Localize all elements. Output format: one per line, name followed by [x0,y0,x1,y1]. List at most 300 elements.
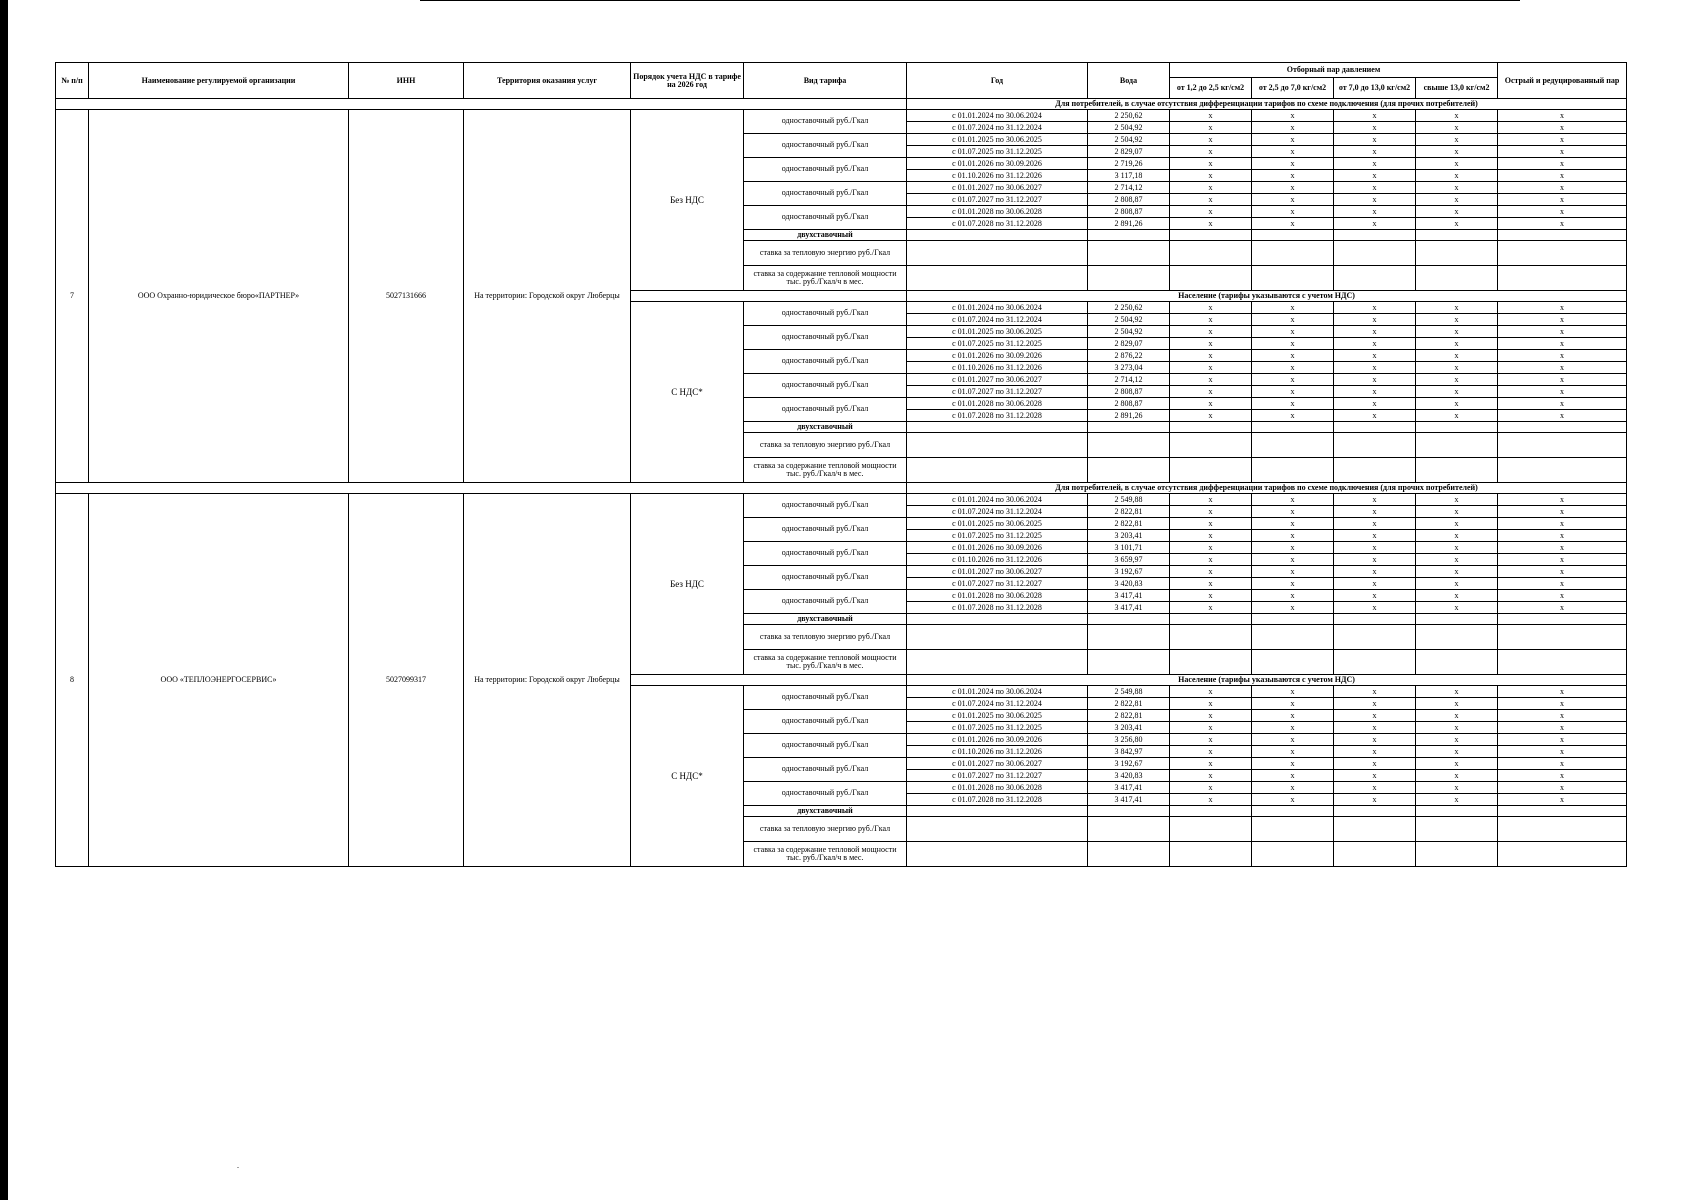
empty-cell [1088,433,1170,458]
water-value: 2 250,62 [1088,110,1170,122]
empty-cell [1498,422,1627,433]
na-mark: x [1334,518,1416,530]
period: с 01.01.2024 по 30.06.2024 [907,302,1088,314]
period: с 01.07.2024 по 31.12.2024 [907,506,1088,518]
header-water: Вода [1088,63,1170,99]
na-mark: x [1498,206,1627,218]
na-mark: x [1416,770,1498,782]
na-mark: x [1498,782,1627,794]
na-mark: x [1252,746,1334,758]
period: с 01.07.2024 по 31.12.2024 [907,122,1088,134]
water-value: 3 117,18 [1088,170,1170,182]
na-mark: x [1252,770,1334,782]
empty-cell [907,614,1088,625]
period: с 01.01.2026 по 30.09.2026 [907,734,1088,746]
na-mark: x [1416,794,1498,806]
na-mark: x [1334,686,1416,698]
period: с 01.07.2024 по 31.12.2024 [907,698,1088,710]
na-mark: x [1498,410,1627,422]
period: с 01.01.2024 по 30.06.2024 [907,110,1088,122]
na-mark: x [1252,182,1334,194]
caption-spacer [631,675,907,686]
na-mark: x [1416,194,1498,206]
na-mark: x [1334,182,1416,194]
na-mark: x [1170,374,1252,386]
empty-cell [1170,458,1252,483]
na-mark: x [1416,134,1498,146]
table-row [56,494,1627,506]
water-value: 3 192,67 [1088,566,1170,578]
na-mark: x [1498,602,1627,614]
empty-cell [907,230,1088,241]
header-territory: Территория оказания услуг [464,63,631,99]
water-value: 3 842,97 [1088,746,1170,758]
na-mark: x [1252,554,1334,566]
empty-cell [1498,230,1627,241]
period: с 01.01.2027 по 30.06.2027 [907,566,1088,578]
na-mark: x [1252,578,1334,590]
na-mark: x [1416,146,1498,158]
header-sharp-steam: Острый и редуцированный пар [1498,63,1627,99]
na-mark: x [1498,362,1627,374]
table-row [56,110,1627,122]
header-vat-order: Порядок учета НДС в тарифе на 2026 год [631,63,744,99]
na-mark: x [1334,782,1416,794]
empty-cell [1088,422,1170,433]
na-mark: x [1170,158,1252,170]
empty-cell [1498,650,1627,675]
na-mark: x [1416,722,1498,734]
na-mark: x [1498,194,1627,206]
empty-cell [1170,433,1252,458]
tariff-energy-rate: ставка за тепловую энергию руб./Гкал [744,625,907,650]
na-mark: x [1416,554,1498,566]
na-mark: x [1170,362,1252,374]
period: с 01.07.2025 по 31.12.2025 [907,338,1088,350]
na-mark: x [1252,398,1334,410]
period: с 01.01.2027 по 30.06.2027 [907,374,1088,386]
empty-cell [1416,458,1498,483]
empty-cell [1334,614,1416,625]
period: с 01.01.2025 по 30.06.2025 [907,134,1088,146]
na-mark: x [1170,734,1252,746]
period: с 01.10.2026 по 31.12.2026 [907,170,1088,182]
na-mark: x [1498,518,1627,530]
na-mark: x [1170,194,1252,206]
water-value: 2 714,12 [1088,182,1170,194]
empty-cell [907,650,1088,675]
period: с 01.01.2028 по 30.06.2028 [907,590,1088,602]
empty-cell [1088,806,1170,817]
period: с 01.01.2025 по 30.06.2025 [907,518,1088,530]
na-mark: x [1334,218,1416,230]
na-mark: x [1170,218,1252,230]
na-mark: x [1498,158,1627,170]
na-mark: x [1334,110,1416,122]
na-mark: x [1416,206,1498,218]
na-mark: x [1498,386,1627,398]
empty-cell [907,458,1088,483]
empty-cell [1334,806,1416,817]
na-mark: x [1334,410,1416,422]
na-mark: x [1334,170,1416,182]
na-mark: x [1498,398,1627,410]
na-mark: x [1334,206,1416,218]
empty-cell [1416,650,1498,675]
empty-cell [1252,842,1334,867]
na-mark: x [1416,710,1498,722]
empty-cell [1252,422,1334,433]
na-mark: x [1170,386,1252,398]
water-value: 3 417,41 [1088,782,1170,794]
water-value: 2 504,92 [1088,314,1170,326]
empty-cell [1498,625,1627,650]
na-mark: x [1252,134,1334,146]
tariff-capacity-rate: ставка за содержание тепловой мощности тыс. руб./Гкал/ч в мес. [744,266,907,291]
na-mark: x [1416,158,1498,170]
empty-cell [1170,241,1252,266]
na-mark: x [1416,590,1498,602]
scan-top-line [420,0,1520,2]
na-mark: x [1498,566,1627,578]
tariff-table [55,62,1627,867]
na-mark: x [1170,314,1252,326]
na-mark: x [1252,350,1334,362]
na-mark: x [1170,746,1252,758]
na-mark: x [1170,554,1252,566]
tariff-kind: одноставочный руб./Гкал [744,758,907,782]
na-mark: x [1170,686,1252,698]
na-mark: x [1498,110,1627,122]
na-mark: x [1498,710,1627,722]
tariff-kind: одноставочный руб./Гкал [744,542,907,566]
period: с 01.01.2024 по 30.06.2024 [907,494,1088,506]
water-value: 2 719,26 [1088,158,1170,170]
na-mark: x [1170,602,1252,614]
na-mark: x [1252,170,1334,182]
na-mark: x [1416,122,1498,134]
na-mark: x [1498,326,1627,338]
tariff-capacity-rate: ставка за содержание тепловой мощности тыс. руб./Гкал/ч в мес. [744,650,907,675]
empty-cell [1498,817,1627,842]
na-mark: x [1416,182,1498,194]
na-mark: x [1416,506,1498,518]
na-mark: x [1334,362,1416,374]
na-mark: x [1334,314,1416,326]
caption-spacer [56,483,907,494]
na-mark: x [1170,758,1252,770]
na-mark: x [1170,566,1252,578]
na-mark: x [1416,734,1498,746]
na-mark: x [1252,602,1334,614]
na-mark: x [1334,770,1416,782]
na-mark: x [1416,386,1498,398]
na-mark: x [1498,506,1627,518]
na-mark: x [1170,182,1252,194]
period: с 01.01.2027 по 30.06.2027 [907,758,1088,770]
na-mark: x [1252,722,1334,734]
table-header [56,63,1627,99]
na-mark: x [1416,314,1498,326]
na-mark: x [1416,698,1498,710]
na-mark: x [1498,350,1627,362]
header-num: № п/п [56,63,89,99]
water-value: 3 203,41 [1088,530,1170,542]
na-mark: x [1416,110,1498,122]
empty-cell [1416,625,1498,650]
na-mark: x [1334,506,1416,518]
empty-cell [1088,650,1170,675]
na-mark: x [1416,530,1498,542]
period: с 01.01.2024 по 30.06.2024 [907,686,1088,698]
na-mark: x [1252,698,1334,710]
tariff-kind: одноставочный руб./Гкал [744,134,907,158]
na-mark: x [1498,734,1627,746]
na-mark: x [1498,218,1627,230]
water-value: 2 829,07 [1088,146,1170,158]
na-mark: x [1170,782,1252,794]
na-mark: x [1252,386,1334,398]
tariff-kind: одноставочный руб./Гкал [744,374,907,398]
empty-cell [1170,817,1252,842]
na-mark: x [1252,194,1334,206]
na-mark: x [1334,566,1416,578]
section-caption: Для потребителей, в случае отсутствия дифференциации тарифов по схеме подключения (для прочих потребителей) [907,99,1627,110]
empty-cell [1088,842,1170,867]
period: с 01.01.2028 по 30.06.2028 [907,398,1088,410]
table-row [56,483,1627,494]
scan-speck: . [237,1161,239,1170]
empty-cell [1416,817,1498,842]
tariff-kind: одноставочный руб./Гкал [744,158,907,182]
water-value: 2 822,81 [1088,518,1170,530]
na-mark: x [1334,302,1416,314]
table-body [56,99,1627,867]
na-mark: x [1498,554,1627,566]
empty-cell [1498,806,1627,817]
period: с 01.07.2025 по 31.12.2025 [907,722,1088,734]
na-mark: x [1252,314,1334,326]
period: с 01.07.2028 по 31.12.2028 [907,218,1088,230]
empty-cell [1252,806,1334,817]
water-value: 2 891,26 [1088,410,1170,422]
na-mark: x [1334,710,1416,722]
water-value: 3 203,41 [1088,722,1170,734]
empty-cell [1088,241,1170,266]
caption-spacer [56,99,907,110]
na-mark: x [1498,698,1627,710]
na-mark: x [1498,122,1627,134]
na-mark: x [1252,326,1334,338]
header-org-name: Наименование регулируемой организации [89,63,349,99]
empty-cell [1170,614,1252,625]
empty-cell [1334,650,1416,675]
tariff-kind-two-part: двухставочный [744,614,907,625]
vat-mode: С НДС* [631,686,744,867]
empty-cell [1170,266,1252,291]
empty-cell [907,842,1088,867]
water-value: 2 504,92 [1088,326,1170,338]
na-mark: x [1252,158,1334,170]
empty-cell [1334,458,1416,483]
na-mark: x [1170,206,1252,218]
na-mark: x [1334,122,1416,134]
tariff-kind-two-part: двухставочный [744,230,907,241]
na-mark: x [1334,758,1416,770]
na-mark: x [1252,338,1334,350]
scan-left-border [0,0,8,1200]
header-year: Год [907,63,1088,99]
na-mark: x [1498,170,1627,182]
water-value: 2 808,87 [1088,398,1170,410]
na-mark: x [1334,554,1416,566]
na-mark: x [1170,350,1252,362]
na-mark: x [1416,398,1498,410]
na-mark: x [1416,494,1498,506]
na-mark: x [1416,518,1498,530]
tariff-kind-two-part: двухставочный [744,422,907,433]
tariff-kind: одноставочный руб./Гкал [744,350,907,374]
empty-cell [907,817,1088,842]
empty-cell [1334,266,1416,291]
na-mark: x [1170,590,1252,602]
na-mark: x [1170,302,1252,314]
header-p2: от 2,5 до 7,0 кг/см2 [1252,78,1334,99]
period: с 01.01.2026 по 30.09.2026 [907,158,1088,170]
water-value: 2 504,92 [1088,122,1170,134]
na-mark: x [1334,158,1416,170]
na-mark: x [1170,506,1252,518]
na-mark: x [1498,374,1627,386]
empty-cell [1252,625,1334,650]
na-mark: x [1416,602,1498,614]
na-mark: x [1498,578,1627,590]
na-mark: x [1170,494,1252,506]
tariff-kind: одноставочный руб./Гкал [744,494,907,518]
na-mark: x [1170,710,1252,722]
water-value: 2 822,81 [1088,698,1170,710]
period: с 01.10.2026 по 31.12.2026 [907,362,1088,374]
org-inn: 5027131666 [349,110,464,483]
empty-cell [1498,433,1627,458]
table-row [56,99,1627,110]
empty-cell [1170,625,1252,650]
na-mark: x [1498,722,1627,734]
tariff-kind: одноставочный руб./Гкал [744,710,907,734]
org-territory: На территории: Городской округ Люберцы [464,110,631,483]
na-mark: x [1170,770,1252,782]
empty-cell [1416,806,1498,817]
empty-cell [1252,614,1334,625]
empty-cell [1416,433,1498,458]
na-mark: x [1416,302,1498,314]
na-mark: x [1170,146,1252,158]
empty-cell [1170,650,1252,675]
na-mark: x [1252,734,1334,746]
na-mark: x [1416,758,1498,770]
empty-cell [907,625,1088,650]
vat-mode: С НДС* [631,302,744,483]
na-mark: x [1252,566,1334,578]
period: с 01.07.2024 по 31.12.2024 [907,314,1088,326]
na-mark: x [1170,794,1252,806]
na-mark: x [1416,218,1498,230]
empty-cell [1088,614,1170,625]
org-name: ООО «ТЕПЛОЭНЕРГОСЕРВИС» [89,494,349,867]
na-mark: x [1416,170,1498,182]
na-mark: x [1334,530,1416,542]
period: с 01.01.2025 по 30.06.2025 [907,710,1088,722]
header-steam-group: Отборный пар давлением [1170,63,1498,78]
empty-cell [1252,266,1334,291]
na-mark: x [1334,350,1416,362]
period: с 01.10.2026 по 31.12.2026 [907,554,1088,566]
na-mark: x [1416,578,1498,590]
na-mark: x [1498,494,1627,506]
tariff-kind: одноставочный руб./Гкал [744,734,907,758]
na-mark: x [1170,134,1252,146]
water-value: 3 256,80 [1088,734,1170,746]
empty-cell [1334,433,1416,458]
tariff-energy-rate: ставка за тепловую энергию руб./Гкал [744,433,907,458]
tariff-kind: одноставочный руб./Гкал [744,398,907,422]
empty-cell [907,241,1088,266]
tariff-kind: одноставочный руб./Гкал [744,566,907,590]
na-mark: x [1498,794,1627,806]
empty-cell [1088,458,1170,483]
water-value: 3 192,67 [1088,758,1170,770]
water-value: 2 808,87 [1088,194,1170,206]
na-mark: x [1170,518,1252,530]
org-number: 8 [56,494,89,867]
period: с 01.07.2028 по 31.12.2028 [907,602,1088,614]
na-mark: x [1252,410,1334,422]
na-mark: x [1170,698,1252,710]
org-territory: На территории: Городской округ Люберцы [464,494,631,867]
na-mark: x [1170,338,1252,350]
water-value: 3 273,04 [1088,362,1170,374]
na-mark: x [1498,146,1627,158]
empty-cell [1088,817,1170,842]
na-mark: x [1170,110,1252,122]
na-mark: x [1170,722,1252,734]
na-mark: x [1498,758,1627,770]
na-mark: x [1170,530,1252,542]
na-mark: x [1252,710,1334,722]
water-value: 2 822,81 [1088,710,1170,722]
na-mark: x [1498,530,1627,542]
empty-cell [1416,241,1498,266]
empty-cell [1416,230,1498,241]
org-inn: 5027099317 [349,494,464,867]
org-name: ООО Охранно-юридическое бюро«ПАРТНЕР» [89,110,349,483]
section-caption: Население (тарифы указываются с учетом НДС) [907,675,1627,686]
na-mark: x [1416,542,1498,554]
na-mark: x [1416,350,1498,362]
na-mark: x [1416,566,1498,578]
na-mark: x [1252,362,1334,374]
na-mark: x [1498,746,1627,758]
empty-cell [1416,614,1498,625]
tariff-kind: одноставочный руб./Гкал [744,206,907,230]
na-mark: x [1334,374,1416,386]
empty-cell [1252,433,1334,458]
na-mark: x [1334,398,1416,410]
na-mark: x [1498,182,1627,194]
tariff-energy-rate: ставка за тепловую энергию руб./Гкал [744,241,907,266]
period: с 01.01.2028 по 30.06.2028 [907,206,1088,218]
na-mark: x [1252,218,1334,230]
